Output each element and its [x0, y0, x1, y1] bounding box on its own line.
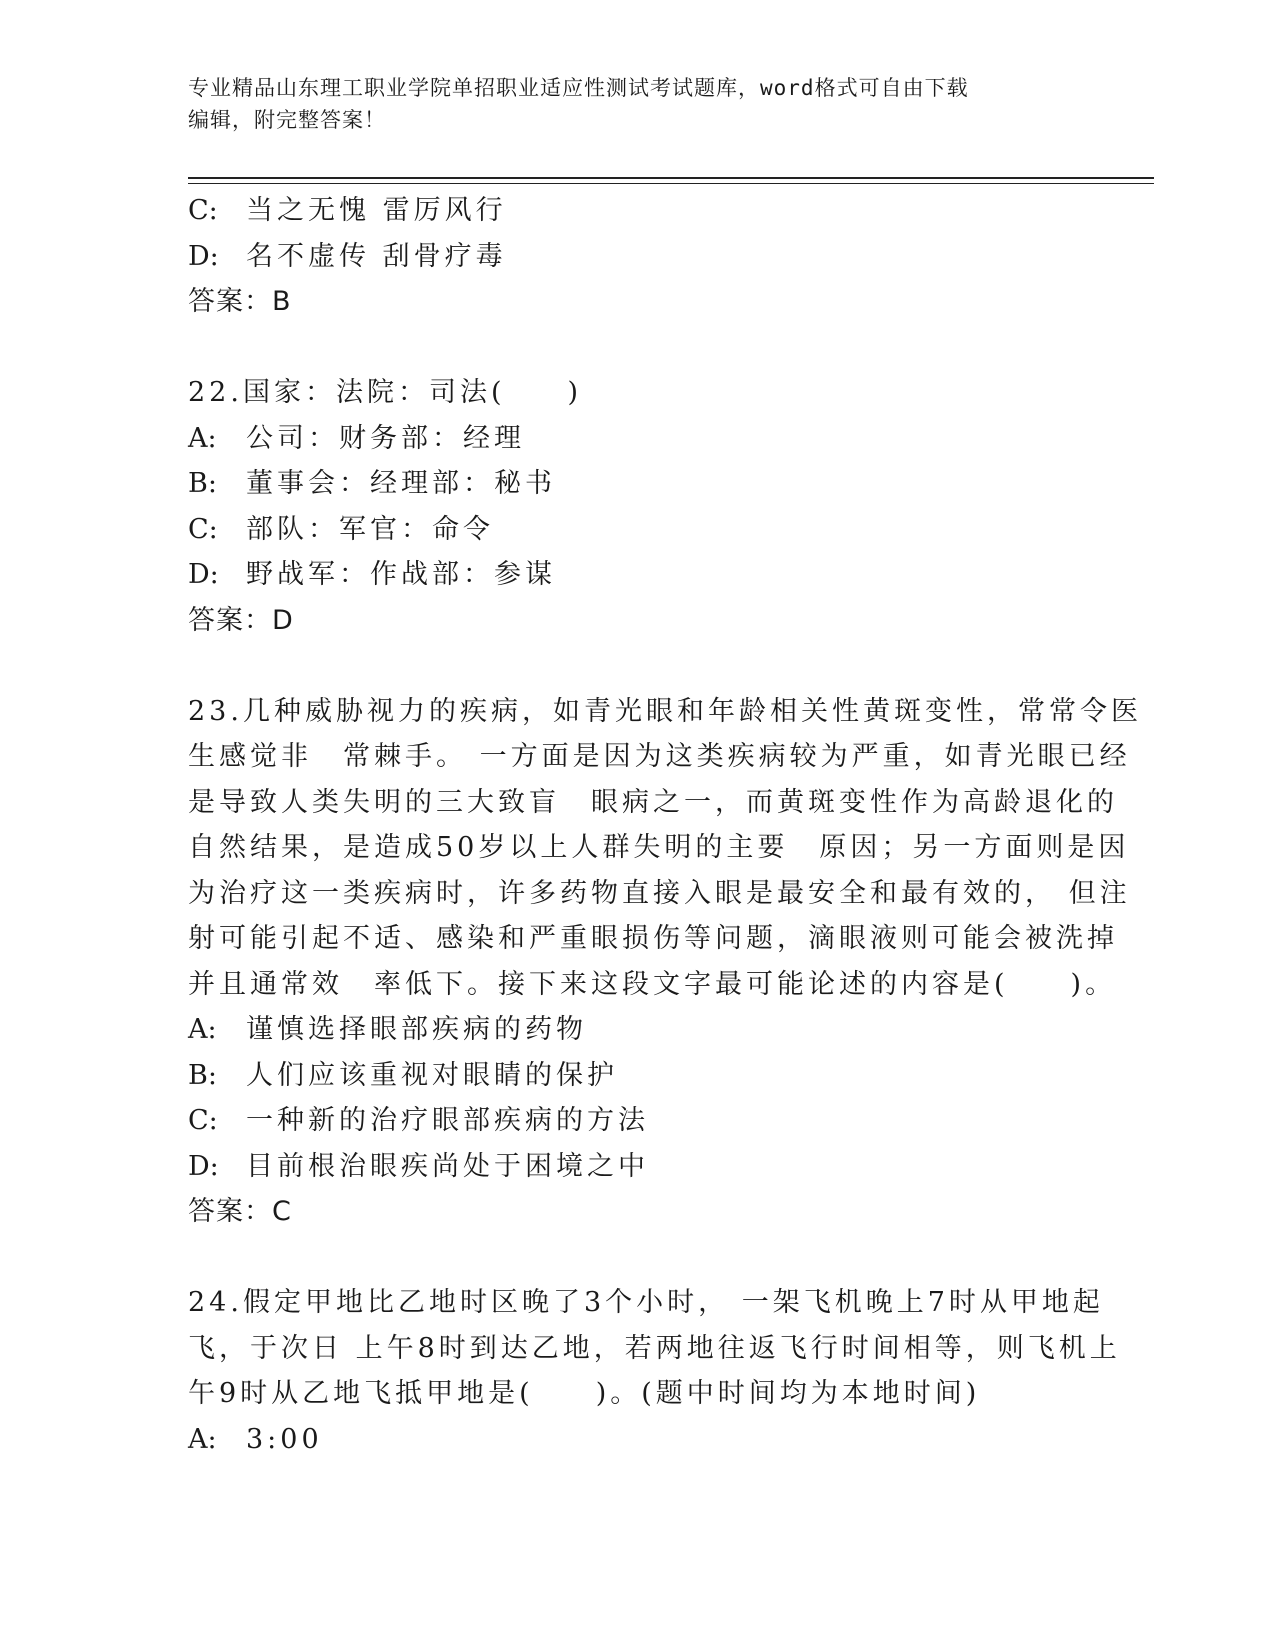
option-c [188, 1098, 1088, 1144]
option-letter: D: [188, 240, 219, 272]
question-stem-line: 为治疗这一类疾病时，许多药物直接入眼是最安全和最有效的， 但注 [188, 877, 1131, 909]
spacer [188, 643, 1088, 689]
option-text: 当之无愧 雷厉风行 [246, 195, 507, 226]
option-text: 目前根治眼疾尚处于困境之中 [246, 1150, 649, 1182]
option-b [188, 461, 1088, 507]
spacer [188, 1235, 1088, 1281]
option-text: 人们应该重视对眼睛的保护 [246, 1059, 618, 1091]
option-letter: D: [188, 559, 219, 590]
question-stem-line: 自然结果，是造成50岁以上人群失明的主要 原因；另一方面则是因 [188, 832, 1130, 863]
option-letter: B: [188, 1059, 217, 1091]
option-c [188, 188, 1088, 234]
question-stem-line: 并且通常效 率低下。接下来这段文字最可能论述的内容是( )。 [188, 968, 1117, 1000]
question-stem-line: 生感觉非 常棘手。 一方面是因为这类疾病较为严重，如青光眼已经 [188, 741, 1131, 772]
option-a [188, 1417, 1088, 1463]
option-letter: A: [188, 1423, 217, 1455]
question-stem-line: 24.假定甲地比乙地时区晚了3个小时， 一架飞机晚上7时从甲地起 [188, 1287, 1104, 1318]
option-text: 3:00 [246, 1423, 323, 1455]
option-text: 野战军：作战部：参谋 [246, 559, 556, 590]
option-text: 董事会：经理部：秘书 [246, 468, 556, 499]
question-stem-line: 是导致人类失明的三大致盲 眼病之一，而黄斑变性作为高龄退化的 [188, 786, 1118, 818]
header-rule-thin [188, 183, 1154, 184]
option-a [188, 1007, 1088, 1053]
spacer [188, 325, 1088, 371]
option-text: 谨慎选择眼部疾病的药物 [246, 1014, 587, 1045]
option-d [188, 552, 1088, 598]
answer: 答案：C [188, 1196, 292, 1227]
question-stem-line: 射可能引起不适、感染和严重眼损伤等问题，滴眼液则可能会被洗掉 [188, 923, 1118, 954]
option-a [188, 416, 1088, 462]
question-stem-line: 23.几种威胁视力的疾病，如青光眼和年龄相关性黄斑变性，常常令医 [188, 695, 1142, 727]
option-text: 部队：军官：命令 [246, 513, 494, 545]
question-content [188, 188, 1142, 1462]
option-letter: C: [188, 195, 218, 226]
option-letter: C: [188, 1105, 218, 1136]
answer: 答案：B [188, 286, 292, 317]
option-text: 名不虚传 刮骨疗毒 [246, 240, 507, 272]
option-letter: A: [188, 422, 217, 454]
header-line-1: 专业精品山东理工职业学院单招职业适应性测试考试题库，word格式可自由下载 [188, 76, 969, 100]
answer: 答案：D [188, 604, 294, 636]
option-letter: D: [188, 1150, 219, 1182]
option-letter: B: [188, 468, 217, 499]
question-stem-line: 飞，于次日 上午8时到达乙地，若两地往返飞行时间相等，则飞机上 [188, 1332, 1121, 1364]
header-rule-thick [188, 177, 1154, 179]
question-stem: 22.国家：法院：司法( ) [188, 377, 583, 408]
option-d [188, 1144, 1088, 1190]
header-line-2: 编辑，附完整答案！ [188, 108, 386, 132]
option-letter: C: [188, 513, 218, 545]
document-header [188, 72, 1068, 136]
option-text: 公司：财务部：经理 [246, 422, 525, 454]
option-d [188, 234, 1088, 280]
option-b [188, 1053, 1088, 1099]
option-text: 一种新的治疗眼部疾病的方法 [246, 1105, 649, 1136]
option-letter: A: [188, 1014, 217, 1045]
option-c [188, 507, 1088, 553]
question-stem-line: 午9时从乙地飞抵甲地是( )。(题中时间均为本地时间) [188, 1378, 981, 1409]
